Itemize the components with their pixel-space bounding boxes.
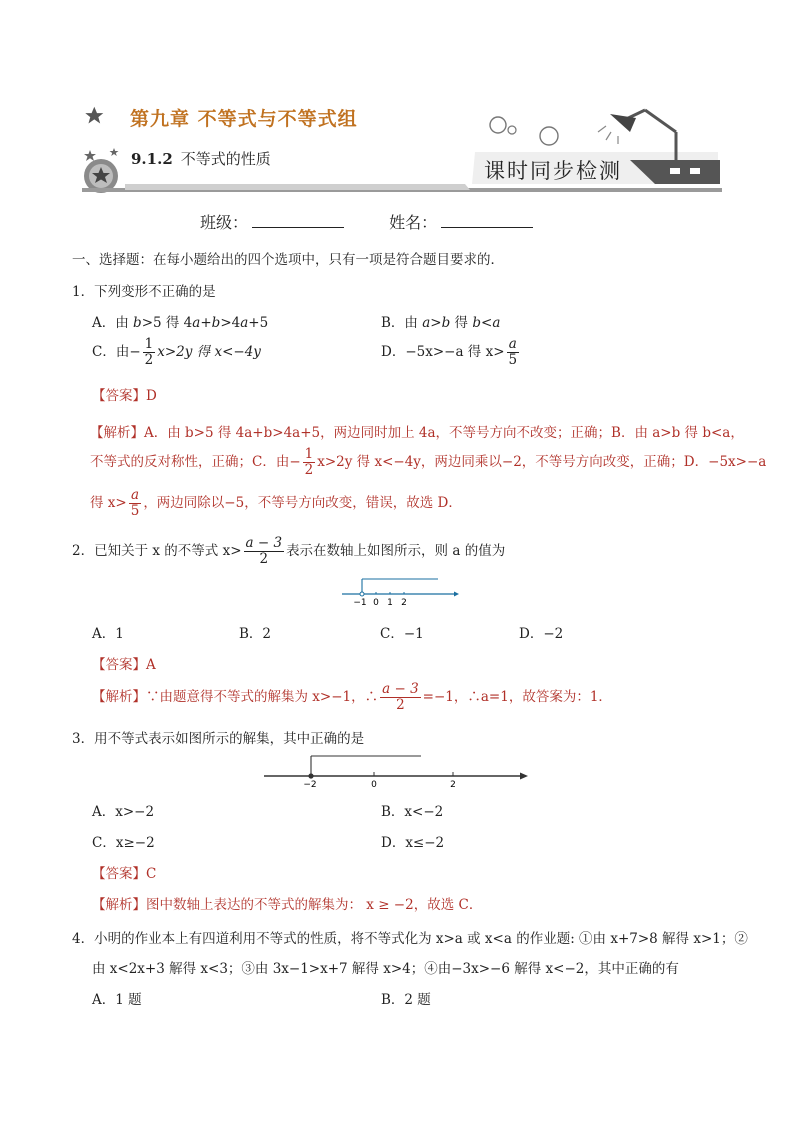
q2-option-a[interactable]: A．1 bbox=[92, 626, 124, 642]
q3-option-a[interactable]: A．x>−2 bbox=[92, 804, 155, 820]
name-label: 姓名： bbox=[389, 213, 438, 232]
q4-option-b[interactable]: B．2 题 bbox=[381, 992, 431, 1008]
q2-option-b[interactable]: B．2 bbox=[239, 626, 272, 642]
header-banner bbox=[70, 80, 730, 200]
axis-label: 0 bbox=[373, 598, 379, 608]
section-title bbox=[131, 148, 271, 169]
q2-stem: 2．已知关于 x 的不等式 x> $\frac{a - 3}{2}$ 表示在数轴上如图所示，则 a 的值为 bbox=[72, 535, 506, 567]
axis-label: 2 bbox=[401, 598, 407, 608]
section-name: 不等式的性质 bbox=[180, 150, 271, 168]
axis-label: 1 bbox=[387, 598, 393, 608]
q4-option-a[interactable]: A．1 题 bbox=[92, 992, 142, 1008]
q1-option-a[interactable]: A．由 b>5 得 4a+b>4a+5 bbox=[92, 315, 269, 331]
q1-answer: 【答案】D bbox=[92, 388, 157, 404]
axis-label: −2 bbox=[303, 780, 317, 788]
q2-answer: 【答案】A bbox=[92, 657, 156, 673]
q3-explanation: 【解析】图中数轴上表达的不等式的解集为： x ≥ −2，故选 C． bbox=[92, 897, 483, 913]
class-label: 班级： bbox=[200, 213, 249, 232]
axis-label: −1 bbox=[353, 598, 367, 608]
q1-option-b[interactable]: B．由 a>b 得 b<a bbox=[381, 315, 501, 331]
q1-option-d[interactable]: D．−5x>−a 得 x> $\frac{a}{5}$ bbox=[381, 336, 518, 368]
q2-number-line bbox=[338, 572, 460, 608]
q2-option-c[interactable]: C．−1 bbox=[380, 626, 424, 642]
section-number: 9.1.2 bbox=[131, 150, 173, 168]
q1-stem: 1．下列变形不正确的是 bbox=[72, 284, 216, 300]
name-blank[interactable] bbox=[441, 213, 533, 228]
fraction: $\frac{a}{5}$ bbox=[508, 336, 518, 368]
axis-label: 0 bbox=[371, 780, 377, 788]
q3-stem: 3．用不等式表示如图所示的解集，其中正确的是 bbox=[72, 731, 365, 747]
q3-option-b[interactable]: B．x<−2 bbox=[381, 804, 444, 820]
instructions: 一、选择题：在每小题给出的四个选项中，只有一项是符合题目要求的． bbox=[72, 252, 504, 268]
q4-line-2: 由 x<2x+3 解得 x<3；③由 3x−1>x+7 解得 x>4；④由−3x>−6 解得 x<−2，其中正确的有 bbox=[92, 961, 679, 977]
q4-line-1: 4．小明的作业本上有四道利用不等式的性质，将不等式化为 x>a 或 x<a 的作业题: ①由 x+7>8 解得 x>1；② bbox=[72, 931, 748, 947]
q1-explanation-2: 不等式的反对称性，正确；C．由− $\frac{1}{2}$ x>2y 得 x<−4y，两边同乘以−2，不等号方向改变，正确；D．−5x>−a bbox=[90, 446, 767, 478]
student-fields bbox=[200, 210, 573, 233]
q3-option-c[interactable]: C．x≥−2 bbox=[92, 835, 155, 851]
q1-explanation-3: 得 x> $\frac{a}{5}$ ，两边同除以−5，不等号方向改变，错误，故选 D． bbox=[90, 487, 462, 519]
axis-label: 2 bbox=[450, 780, 456, 788]
q1-explanation-1: 【解析】A．由 b>5 得 4a+b>4a+5，两边同时加上 4a，不等号方向不改变；正确；B．由 a>b 得 b<a， bbox=[90, 425, 744, 441]
q2-explanation: 【解析】∵由题意得不等式的解集为 x>−1，∴ $\frac{a - 3}{2}$ =−1，∴a=1，故答案为：1． bbox=[92, 681, 612, 713]
fraction: $\frac{1}{2}$ bbox=[144, 336, 154, 368]
star-badge-icon bbox=[84, 107, 119, 193]
q3-option-d[interactable]: D．x≤−2 bbox=[381, 835, 445, 851]
q1-option-c[interactable]: C．由− $\frac{1}{2}$ x>2y 得 x<−4y bbox=[92, 336, 261, 368]
q2-option-d[interactable]: D．−2 bbox=[519, 626, 564, 642]
class-blank[interactable] bbox=[252, 213, 344, 228]
bubble-icon bbox=[490, 117, 506, 133]
chapter-title: 第九章 不等式与不等式组 bbox=[130, 108, 358, 130]
q3-number-line bbox=[264, 752, 532, 788]
badge-text: 课时同步检测 bbox=[484, 159, 622, 183]
q3-answer: 【答案】C bbox=[92, 866, 157, 882]
